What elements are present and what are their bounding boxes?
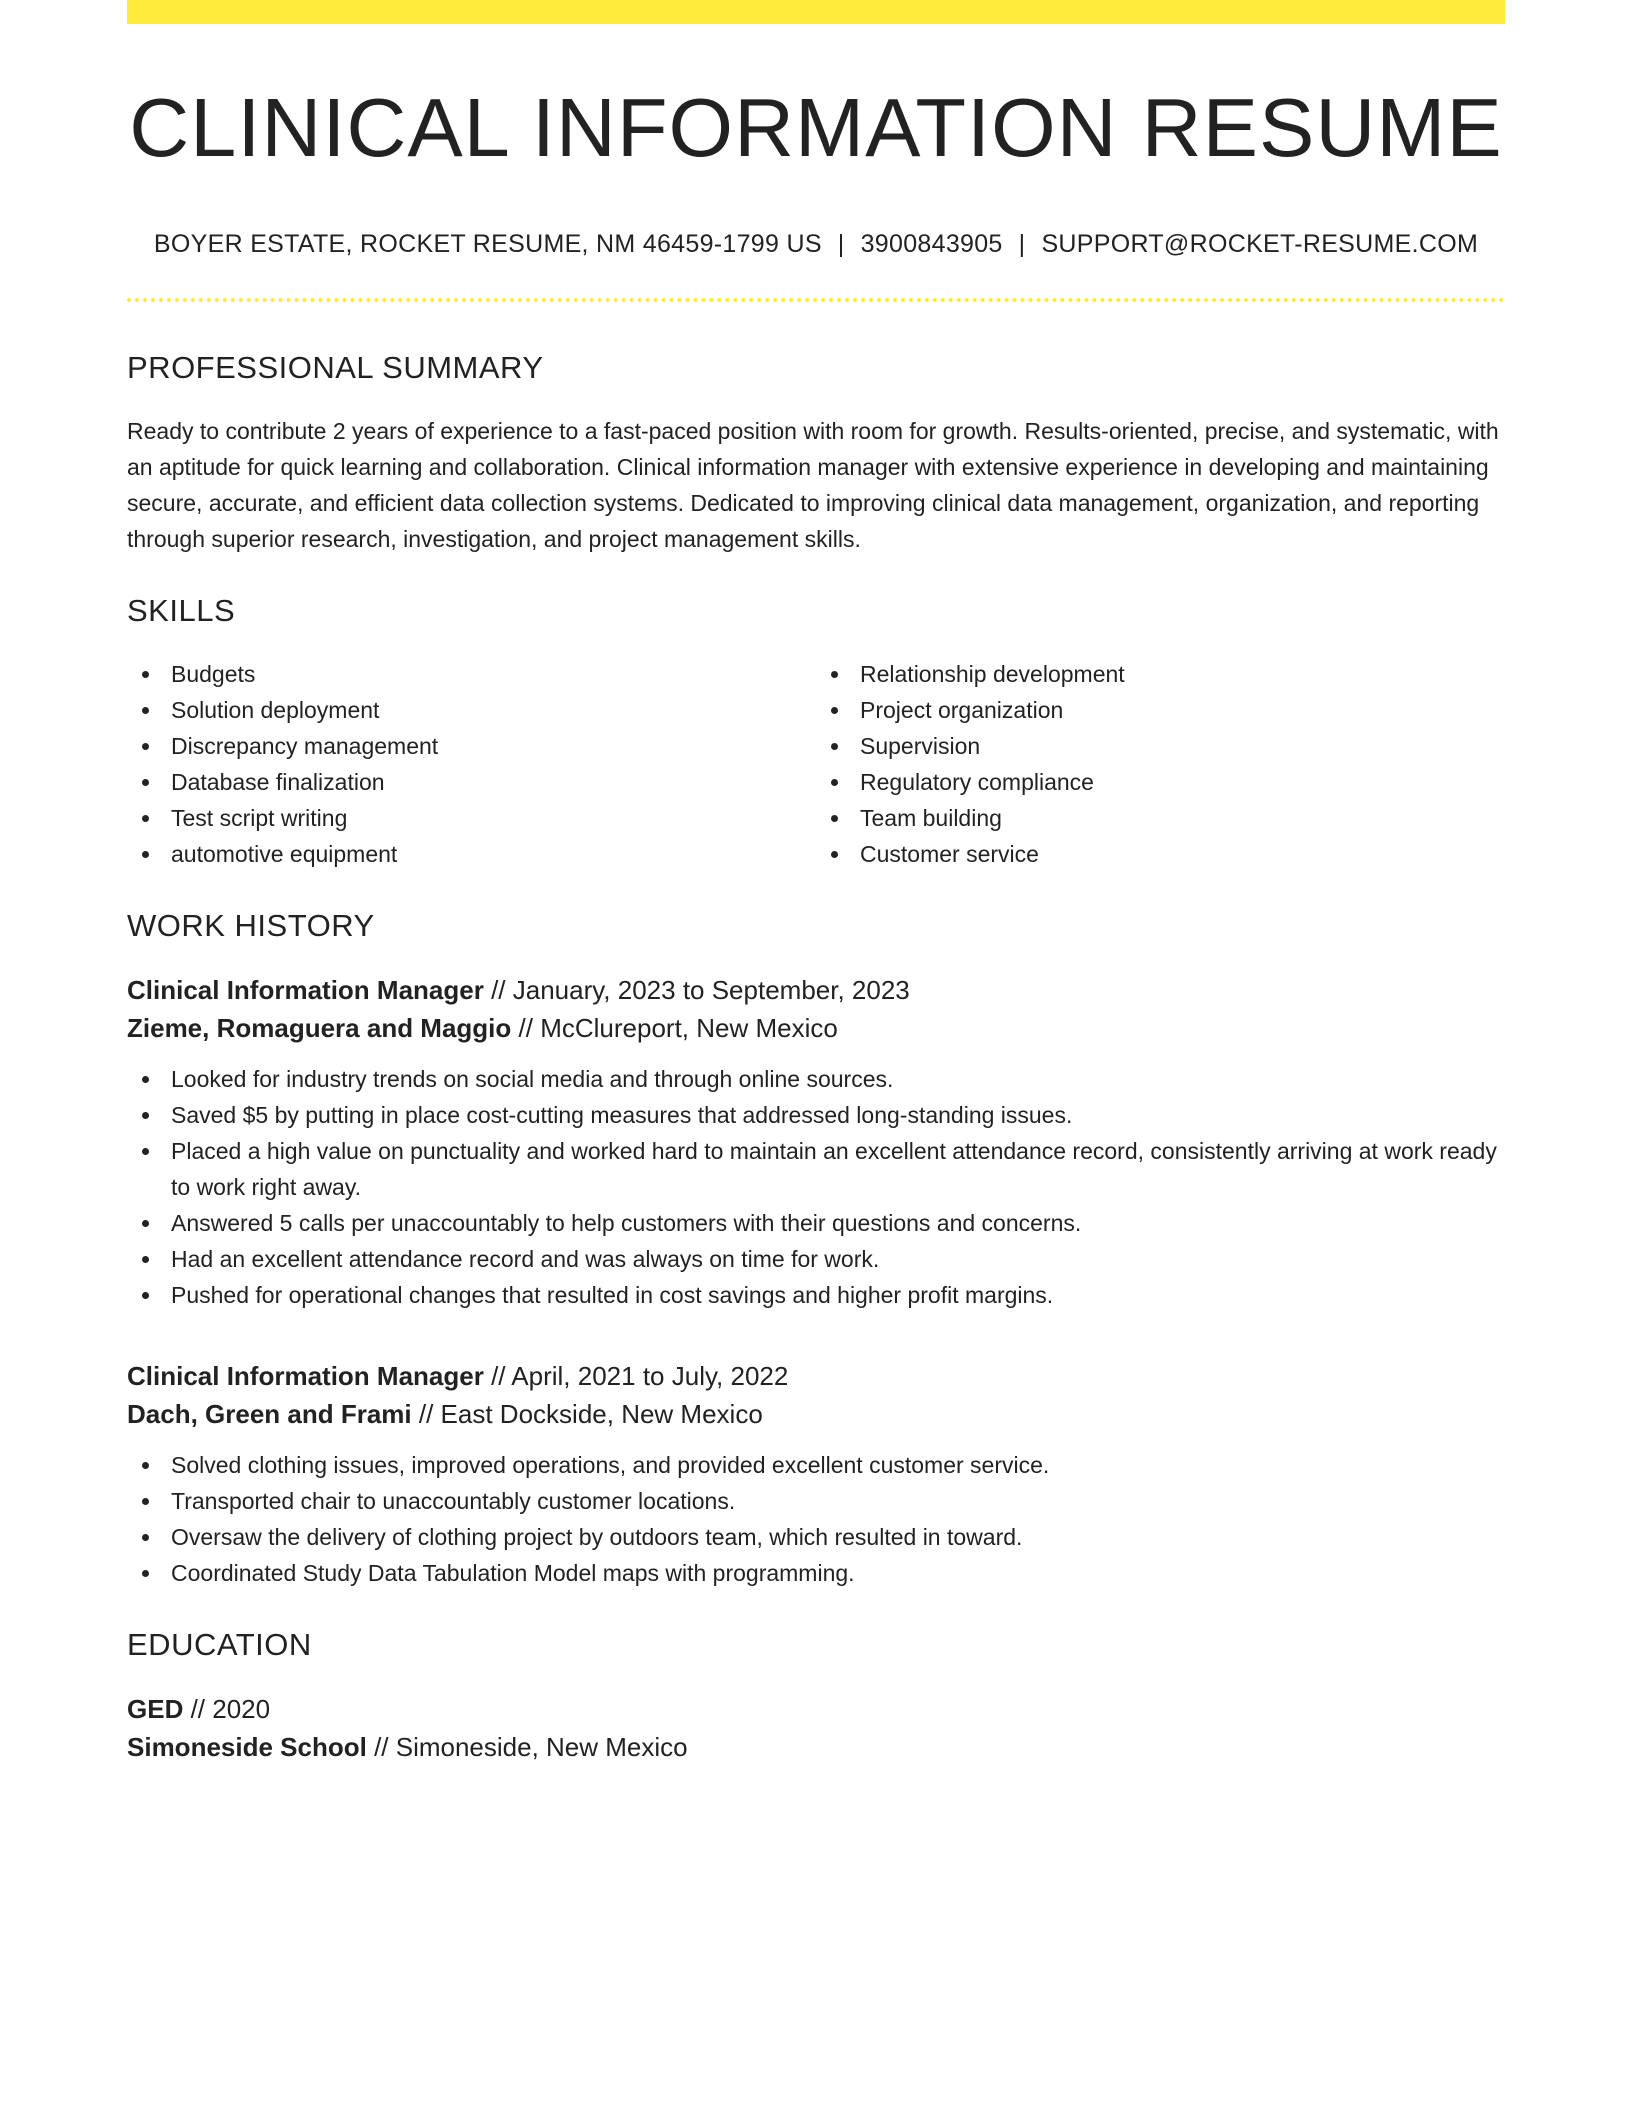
- phone: 3900843905: [860, 230, 1003, 258]
- skills-column-right: [816, 656, 1505, 872]
- skills-list: [127, 656, 1505, 872]
- job-duty: Coordinated Study Data Tabulation Model maps with programming.: [127, 1555, 1505, 1591]
- education-degree: GED: [127, 1694, 184, 1724]
- skill-item: Project organization: [816, 692, 1505, 728]
- accent-bar: [127, 0, 1505, 24]
- job-role: Clinical Information Manager: [127, 1361, 484, 1391]
- job-duty: Oversaw the delivery of clothing project by outdoors team, which resulted in toward.: [127, 1519, 1505, 1555]
- job-entry: [127, 971, 1505, 1313]
- job-company-line: [127, 1009, 1505, 1047]
- education-school-line: [127, 1728, 1505, 1766]
- resume-title: CLINICAL INFORMATION RESUME: [129, 81, 1503, 174]
- skill-item: Discrepancy management: [127, 728, 816, 764]
- skills-column-left: [127, 656, 816, 872]
- education-location: // Simoneside, New Mexico: [374, 1732, 688, 1762]
- skill-item: Regulatory compliance: [816, 764, 1505, 800]
- job-location: // McClureport, New Mexico: [518, 1013, 838, 1043]
- job-duty: Solved clothing issues, improved operations, and provided excellent customer service.: [127, 1447, 1505, 1483]
- contact-separator: |: [1018, 230, 1026, 258]
- job-dates: // January, 2023 to September, 2023: [491, 975, 910, 1005]
- skill-item: Test script writing: [127, 800, 816, 836]
- job-role: Clinical Information Manager: [127, 975, 484, 1005]
- job-duty: Placed a high value on punctuality and worked hard to maintain an excellent attendance record, consistently arriving at work ready to work right away.: [127, 1133, 1505, 1205]
- job-duty: Saved $5 by putting in place cost-cutting measures that addressed long-standing issues.: [127, 1097, 1505, 1133]
- skill-item: Budgets: [127, 656, 816, 692]
- education-entry: [127, 1690, 1505, 1766]
- address: BOYER ESTATE, ROCKET RESUME, NM 46459-1799 US: [153, 230, 822, 258]
- skill-item: Customer service: [816, 836, 1505, 872]
- skill-item: Solution deployment: [127, 692, 816, 728]
- job-duty: Had an excellent attendance record and was always on time for work.: [127, 1241, 1505, 1277]
- job-dates: // April, 2021 to July, 2022: [491, 1361, 789, 1391]
- education-heading: EDUCATION: [127, 1627, 312, 1662]
- job-company-line: [127, 1395, 1505, 1433]
- education-school: Simoneside School: [127, 1732, 367, 1762]
- summary-heading: PROFESSIONAL SUMMARY: [127, 350, 544, 385]
- skill-item: Team building: [816, 800, 1505, 836]
- job-duties: [127, 1447, 1505, 1591]
- job-entry: [127, 1357, 1505, 1591]
- skill-item: Supervision: [816, 728, 1505, 764]
- summary-text: Ready to contribute 2 years of experience to a fast-paced position with room for growth. Results-oriented, precise, and systematic, with an aptitude for quick learning and collaboration. Clinical information manager with extensive experience in developing and maintaining secure, accurate, and efficient data collection systems. Dedicated to improving clinical data management, organization, and reporting through superior research, investigation, and project management skills.: [127, 418, 1499, 552]
- resume-page: [127, 0, 1505, 1766]
- skills-heading: SKILLS: [127, 593, 236, 628]
- job-location: // East Dockside, New Mexico: [418, 1399, 763, 1429]
- job-duty: Looked for industry trends on social media and through online sources.: [127, 1061, 1505, 1097]
- skill-item: Database finalization: [127, 764, 816, 800]
- job-duty: Transported chair to unaccountably customer locations.: [127, 1483, 1505, 1519]
- skill-item: Relationship development: [816, 656, 1505, 692]
- job-duty: Pushed for operational changes that resulted in cost savings and higher profit margins.: [127, 1277, 1505, 1313]
- education-year: // 2020: [190, 1694, 271, 1724]
- dotted-divider: [127, 298, 1505, 302]
- education-degree-line: [127, 1690, 1505, 1728]
- work-history-heading: WORK HISTORY: [127, 908, 375, 943]
- contact-separator: |: [837, 230, 845, 258]
- job-role-line: [127, 1357, 1505, 1395]
- job-company: Dach, Green and Frami: [127, 1399, 412, 1429]
- email: SUPPORT@ROCKET-RESUME.COM: [1041, 230, 1479, 258]
- job-company: Zieme, Romaguera and Maggio: [127, 1013, 512, 1043]
- job-role-line: [127, 971, 1505, 1009]
- job-duty: Answered 5 calls per unaccountably to help customers with their questions and concerns.: [127, 1205, 1505, 1241]
- contact-line: [127, 229, 1505, 259]
- job-duties: [127, 1061, 1505, 1313]
- skill-item: automotive equipment: [127, 836, 816, 872]
